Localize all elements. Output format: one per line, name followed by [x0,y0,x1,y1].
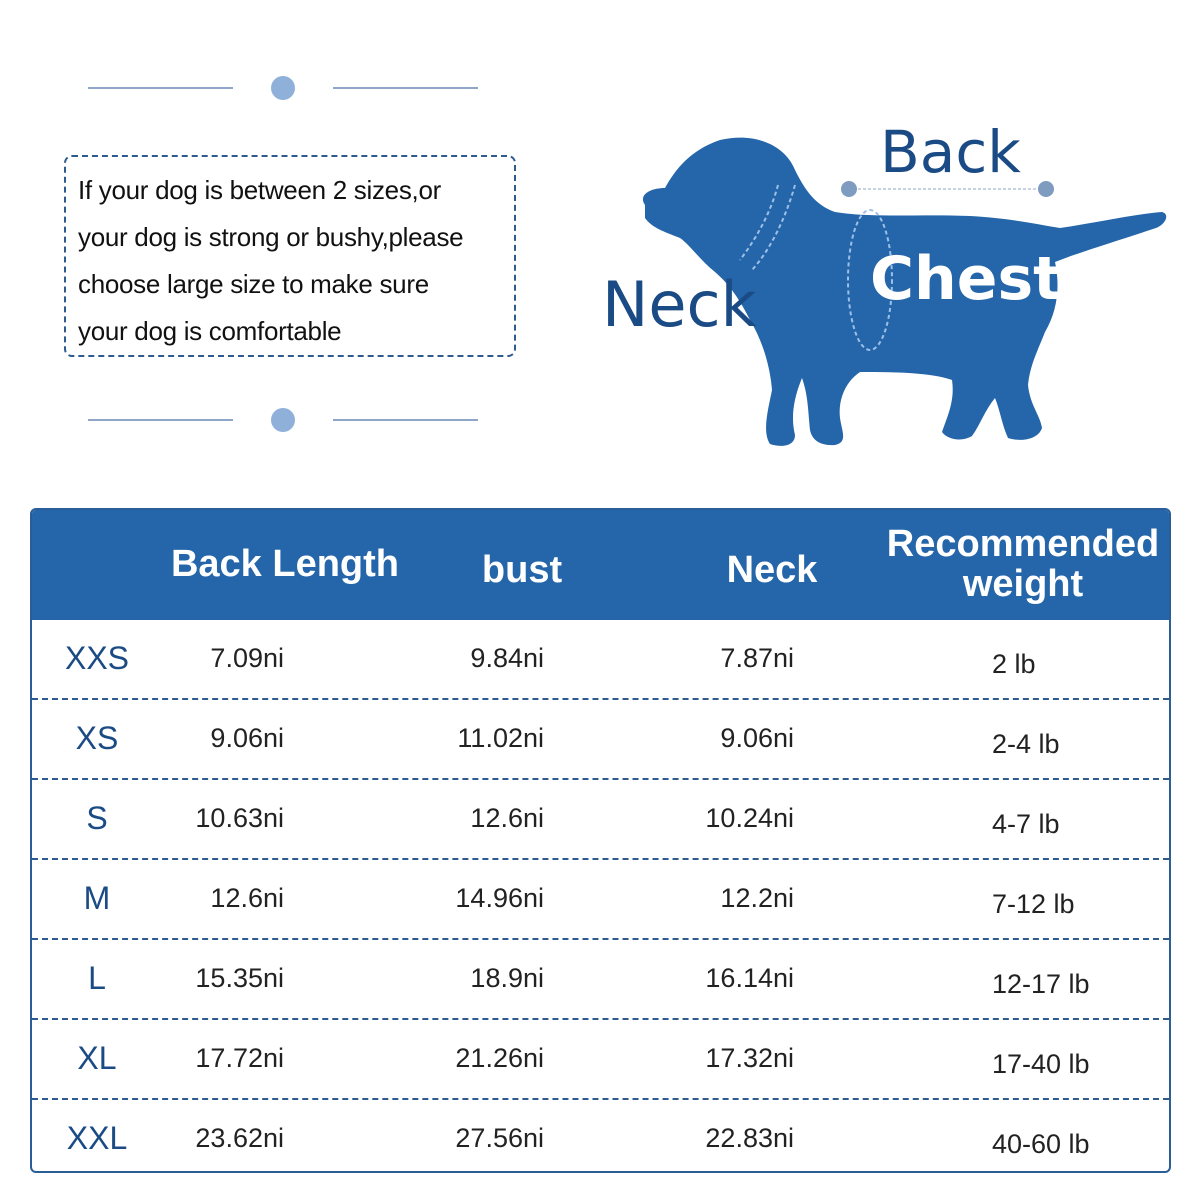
header-recommended-weight [878,524,1168,604]
chest-label: Chest [870,244,1062,314]
back-label: Back [880,118,1021,186]
header-neck: Neck [726,549,818,591]
table-row [32,940,1169,1020]
top-divider-ornament [88,76,478,100]
divider-line [88,419,233,421]
size-cell: XL [77,1040,117,1076]
table-row [32,700,1169,780]
back-length-cell: 7.09ni [210,643,284,673]
divider-line [333,87,478,89]
bottom-divider-ornament [88,408,478,432]
sizing-tip-line: choose large size to make sure [78,269,429,299]
table-header [32,510,1169,620]
neck-cell: 9.06ni [720,723,794,753]
neck-cell: 10.24ni [705,803,794,833]
table-row [32,620,1169,700]
size-cell: S [86,800,108,836]
weight-cell: 4-7 lb [992,809,1060,839]
neck-cell: 22.83ni [705,1123,794,1153]
header-weight-line2: weight [962,563,1084,605]
divider-line [333,419,478,421]
size-cell: XXS [64,640,130,676]
bust-cell: 9.84ni [470,643,544,673]
divider-dot-icon [271,408,295,432]
neck-cell: 16.14ni [705,963,794,993]
header-weight-line1: Recommended [886,523,1160,565]
back-length-cell: 12.6ni [210,883,284,913]
table-row [32,1100,1169,1173]
sizing-tip-box [64,155,516,357]
back-length-cell: 15.35ni [195,963,284,993]
bust-cell: 18.9ni [470,963,544,993]
back-length-cell: 17.72ni [195,1043,284,1073]
back-length-cell: 10.63ni [195,803,284,833]
weight-cell: 7-12 lb [992,889,1075,919]
back-length-cell: 23.62ni [195,1123,284,1153]
back-length-cell: 9.06ni [210,723,284,753]
weight-cell: 12-17 lb [992,969,1090,999]
table-row [32,780,1169,860]
dog-measurement-diagram [590,110,1180,460]
neck-cell: 12.2ni [720,883,794,913]
size-cell: L [88,960,106,996]
bust-cell: 27.56ni [455,1123,544,1153]
sizing-tip-line: your dog is comfortable [78,316,342,346]
table-row [32,1020,1169,1100]
weight-cell: 17-40 lb [992,1049,1090,1079]
size-cell: XXL [66,1120,128,1156]
bust-cell: 11.02ni [457,723,544,753]
bust-cell: 21.26ni [455,1043,544,1073]
table-body [32,620,1169,1173]
weight-cell: 2 lb [992,649,1036,679]
sizing-tip-line: your dog is strong or bushy,please [78,222,464,252]
header-bust: bust [481,549,563,591]
size-cell: M [83,880,111,916]
table-row [32,860,1169,940]
size-chart-table [30,508,1171,1173]
bust-cell: 14.96ni [455,883,544,913]
size-cell: XS [75,720,119,756]
header-back-length: Back Length [170,543,400,585]
divider-line [88,87,233,89]
neck-cell: 7.87ni [720,643,794,673]
neck-label: Neck [602,268,757,341]
divider-dot-icon [271,76,295,100]
sizing-tip-line: If your dog is between 2 sizes,or [78,175,441,205]
neck-cell: 17.32ni [705,1043,794,1073]
weight-cell: 40-60 lb [992,1129,1090,1159]
weight-cell: 2-4 lb [992,729,1060,759]
bust-cell: 12.6ni [470,803,544,833]
